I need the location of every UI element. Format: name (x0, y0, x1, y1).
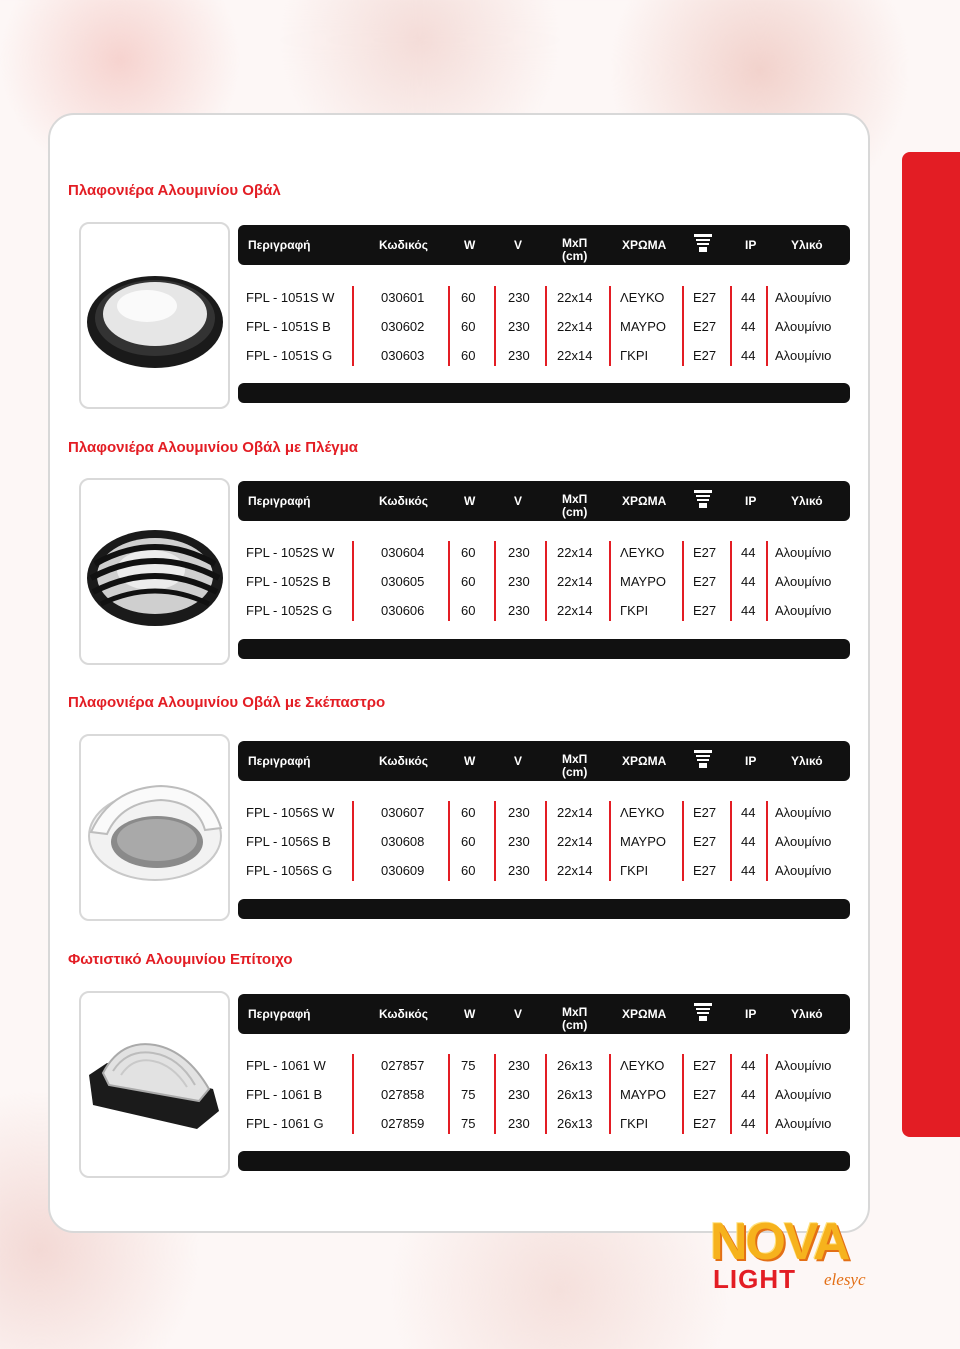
cell-socket: E27 (693, 348, 717, 363)
cell-v: 230 (508, 574, 530, 589)
cell-socket: E27 (693, 1087, 717, 1102)
table-header (238, 994, 850, 1034)
table-footer (238, 1151, 850, 1171)
cell-ip: 44 (741, 834, 756, 849)
col-desc: Περιγραφή (248, 238, 311, 252)
col-v: V (514, 1007, 523, 1021)
cell-socket: E27 (693, 574, 717, 589)
cell-w: 60 (461, 319, 476, 334)
cell-v: 230 (508, 863, 530, 878)
product-photo-visor (79, 734, 230, 921)
cell-w: 60 (461, 290, 476, 305)
cell-socket: E27 (693, 1116, 717, 1131)
col-size: ΜxΠ (cm) (562, 1005, 588, 1032)
logo-tag: elesyc (824, 1270, 866, 1289)
col-v: V (514, 754, 523, 768)
cell-desc: FPL - 1051S B (246, 319, 331, 334)
cell-size: 22x14 (557, 574, 593, 589)
col-color: ΧΡΩΜΑ (622, 238, 667, 252)
table-row (238, 346, 850, 366)
col-size: ΜxΠ (cm) (562, 752, 588, 779)
cell-material: Αλουμίνιο (775, 319, 832, 334)
table-footer (238, 899, 850, 919)
section-title: Πλαφονιέρα Αλουμινίου Οβάλ με Πλέγμα (68, 439, 358, 456)
cell-ip: 44 (741, 574, 756, 589)
cell-ip: 44 (741, 805, 756, 820)
cell-socket: E27 (693, 545, 717, 560)
cell-color: ΜΑΥΡΟ (620, 319, 666, 334)
cell-color: ΛΕΥΚΟ (620, 805, 665, 820)
cell-w: 60 (461, 348, 476, 363)
cell-desc: FPL - 1061 W (246, 1058, 326, 1073)
cell-code: 030609 (381, 863, 425, 878)
col-ip: IP (745, 494, 757, 508)
lamp-socket-icon (694, 750, 712, 770)
section-title: Φωτιστικό Αλουμινίου Επίτοιχο (68, 951, 293, 968)
cell-material: Αλουμίνιο (775, 805, 832, 820)
col-color: ΧΡΩΜΑ (622, 754, 667, 768)
cell-desc: FPL - 1051S W (246, 290, 335, 305)
cell-ip: 44 (741, 1058, 756, 1073)
cell-desc: FPL - 1061 B (246, 1087, 323, 1102)
col-code: Κωδικός (379, 238, 429, 252)
col-w: W (464, 238, 476, 252)
table-row (238, 288, 850, 308)
logo-brand: NOVA (710, 1213, 849, 1271)
table-footer (238, 639, 850, 659)
cell-code: 030601 (381, 290, 425, 305)
cell-w: 75 (461, 1058, 476, 1073)
cell-socket: E27 (693, 1058, 717, 1073)
table-row (238, 1085, 850, 1105)
cell-v: 230 (508, 348, 530, 363)
col-ip: IP (745, 754, 757, 768)
cell-w: 75 (461, 1116, 476, 1131)
cell-v: 230 (508, 290, 530, 305)
cell-socket: E27 (693, 290, 717, 305)
product-photo-wall (79, 991, 230, 1178)
cell-desc: FPL - 1052S B (246, 574, 331, 589)
cell-color: ΓΚΡΙ (620, 863, 649, 878)
cell-socket: E27 (693, 863, 717, 878)
section-title: Πλαφονιέρα Αλουμινίου Οβάλ με Σκέπαστρο (68, 694, 386, 711)
cell-desc: FPL - 1056S W (246, 805, 335, 820)
cell-color: ΛΕΥΚΟ (620, 1058, 665, 1073)
cell-v: 230 (508, 1087, 530, 1102)
table-row (238, 861, 850, 881)
cell-material: Αλουμίνιο (775, 545, 832, 560)
table-header (238, 481, 850, 521)
col-material: Υλικό (791, 754, 823, 768)
lamp-socket-icon (694, 1003, 712, 1023)
cell-size: 22x14 (557, 805, 593, 820)
table-row (238, 572, 850, 592)
cell-size: 22x14 (557, 348, 593, 363)
cell-ip: 44 (741, 1116, 756, 1131)
cell-color: ΓΚΡΙ (620, 348, 649, 363)
cell-w: 60 (461, 545, 476, 560)
cell-v: 230 (508, 1058, 530, 1073)
col-desc: Περιγραφή (248, 754, 311, 768)
col-size: ΜxΠ (cm) (562, 492, 588, 519)
col-desc: Περιγραφή (248, 1007, 311, 1021)
col-v: V (514, 238, 523, 252)
table-header (238, 225, 850, 265)
cell-socket: E27 (693, 805, 717, 820)
cell-material: Αλουμίνιο (775, 1087, 832, 1102)
cell-desc: FPL - 1052S G (246, 603, 333, 618)
cell-size: 26x13 (557, 1058, 593, 1073)
table-row (238, 1114, 850, 1134)
col-w: W (464, 1007, 476, 1021)
cell-w: 60 (461, 863, 476, 878)
cell-ip: 44 (741, 290, 756, 305)
cell-ip: 44 (741, 1087, 756, 1102)
cell-code: 030604 (381, 545, 425, 560)
cell-desc: FPL - 1052S W (246, 545, 335, 560)
cell-code: 030605 (381, 574, 425, 589)
cell-size: 22x14 (557, 603, 593, 618)
col-size: ΜxΠ (cm) (562, 236, 588, 263)
table-row (238, 317, 850, 337)
cell-w: 60 (461, 805, 476, 820)
cell-code: 030603 (381, 348, 425, 363)
cell-code: 027859 (381, 1116, 425, 1131)
cell-material: Αλουμίνιο (775, 348, 832, 363)
table-row (238, 832, 850, 852)
cell-material: Αλουμίνιο (775, 574, 832, 589)
cell-w: 75 (461, 1087, 476, 1102)
cell-material: Αλουμίνιο (775, 863, 832, 878)
cell-v: 230 (508, 805, 530, 820)
cell-material: Αλουμίνιο (775, 603, 832, 618)
lamp-socket-icon (694, 234, 712, 254)
cell-code: 027857 (381, 1058, 425, 1073)
cell-socket: E27 (693, 834, 717, 849)
col-color: ΧΡΩΜΑ (622, 1007, 667, 1021)
cell-size: 22x14 (557, 545, 593, 560)
cell-material: Αλουμίνιο (775, 1116, 832, 1131)
cell-ip: 44 (741, 603, 756, 618)
col-material: Υλικό (791, 238, 823, 252)
brand-logo (710, 1213, 870, 1296)
cell-material: Αλουμίνιο (775, 834, 832, 849)
cell-v: 230 (508, 545, 530, 560)
col-color: ΧΡΩΜΑ (622, 494, 667, 508)
col-ip: IP (745, 1007, 757, 1021)
cell-ip: 44 (741, 545, 756, 560)
cell-ip: 44 (741, 863, 756, 878)
col-w: W (464, 494, 476, 508)
cell-v: 230 (508, 834, 530, 849)
cell-desc: FPL - 1056S B (246, 834, 331, 849)
col-code: Κωδικός (379, 494, 429, 508)
cell-code: 027858 (381, 1087, 425, 1102)
cell-size: 26x13 (557, 1116, 593, 1131)
cell-ip: 44 (741, 319, 756, 334)
cell-material: Αλουμίνιο (775, 1058, 832, 1073)
section-title: Πλαφονιέρα Αλουμινίου Οβάλ (68, 182, 281, 199)
logo-sub: LIGHT (713, 1264, 796, 1294)
col-material: Υλικό (791, 494, 823, 508)
cell-code: 030602 (381, 319, 425, 334)
col-v: V (514, 494, 523, 508)
cell-code: 030608 (381, 834, 425, 849)
cell-w: 60 (461, 834, 476, 849)
cell-color: ΜΑΥΡΟ (620, 1087, 666, 1102)
cell-color: ΛΕΥΚΟ (620, 545, 665, 560)
cell-color: ΜΑΥΡΟ (620, 834, 666, 849)
table-footer (238, 383, 850, 403)
table-row (238, 803, 850, 823)
cell-desc: FPL - 1056S G (246, 863, 333, 878)
cell-size: 22x14 (557, 319, 593, 334)
cell-size: 22x14 (557, 290, 593, 305)
cell-size: 22x14 (557, 834, 593, 849)
cell-size: 26x13 (557, 1087, 593, 1102)
product-photo-grid (79, 478, 230, 665)
cell-code: 030606 (381, 603, 425, 618)
product-photo-oval (79, 222, 230, 409)
col-w: W (464, 754, 476, 768)
cell-color: ΛΕΥΚΟ (620, 290, 665, 305)
col-code: Κωδικός (379, 754, 429, 768)
cell-desc: FPL - 1051S G (246, 348, 333, 363)
cell-v: 230 (508, 603, 530, 618)
cell-socket: E27 (693, 319, 717, 334)
cell-material: Αλουμίνιο (775, 290, 832, 305)
cell-w: 60 (461, 603, 476, 618)
cell-size: 22x14 (557, 863, 593, 878)
cell-code: 030607 (381, 805, 425, 820)
lamp-socket-icon (694, 490, 712, 510)
col-ip: IP (745, 238, 757, 252)
cell-color: ΓΚΡΙ (620, 603, 649, 618)
cell-color: ΜΑΥΡΟ (620, 574, 666, 589)
cell-v: 230 (508, 1116, 530, 1131)
cell-v: 230 (508, 319, 530, 334)
table-row (238, 601, 850, 621)
side-tab (902, 152, 960, 1137)
table-row (238, 543, 850, 563)
cell-w: 60 (461, 574, 476, 589)
table-row (238, 1056, 850, 1076)
col-desc: Περιγραφή (248, 494, 311, 508)
table-header (238, 741, 850, 781)
col-code: Κωδικός (379, 1007, 429, 1021)
cell-ip: 44 (741, 348, 756, 363)
cell-desc: FPL - 1061 G (246, 1116, 324, 1131)
cell-color: ΓΚΡΙ (620, 1116, 649, 1131)
col-material: Υλικό (791, 1007, 823, 1021)
cell-socket: E27 (693, 603, 717, 618)
